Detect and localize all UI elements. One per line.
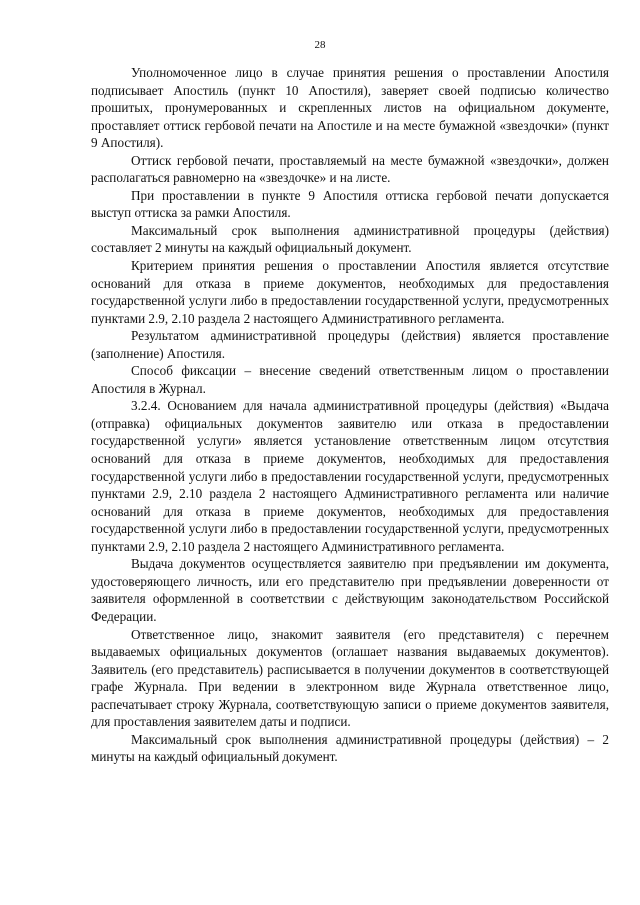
paragraph: Критерием принятия решения о проставлении Апостиля является отсутствие оснований для отказа в приеме документов, необходимых для предоставления государственной услуги либо в предоставлении государственной услуги, предусмотренных пунктами 2.9, 2.10 раздела 2 настоящего Административного регламента. xyxy=(91,258,609,326)
paragraph: Ответственное лицо, знакомит заявителя (его представителя) с перечнем выдаваемых официальных документов (оглашает названия выдаваемых документов). Заявитель (его представитель) расписывается в получении документов в соответствующей графе Журнала. При ведении в электронном виде Журнала ответственное лицо, распечатывает строку Журнала, соответствующую записи о приеме документов заявителя, для проставления заявителем даты и подписи. xyxy=(91,626,609,730)
paragraph: Способ фиксации – внесение сведений ответственным лицом о проставлении Апостиля в Журнал. xyxy=(91,363,609,396)
paragraph: Максимальный срок выполнения административной процедуры (действия) – 2 минуты на каждый официальный документ. xyxy=(91,731,609,765)
document-body xyxy=(91,64,609,766)
paragraph: Оттиск гербовой печати, проставляемый на месте бумажной «звездочки», должен располагаться равномерно на «звездочке» и на листе. xyxy=(91,152,609,186)
paragraph: Максимальный срок выполнения административной процедуры (действия) составляет 2 минуты на каждый официальный документ. xyxy=(91,222,609,256)
paragraph: 3.2.4. Основанием для начала административной процедуры (действия) «Выдача (отправка) официальных документов заявителю или отказа в предоставлении государственной услуги» является установление ответственным лицом отсутствия оснований для отказа в приеме документов, необходимых для предоставления государственной услуги либо в предоставлении государственной услуги, предусмотренных пунктами 2.9, 2.10 раздела 2 настоящего Административного регламента или наличие оснований для отказа в приеме документов, необходимых для предоставления государственной услуги либо в предоставлении государственной услуги, предусмотренных пунктами 2.9, 2.10 раздела 2 настоящего Административного регламента. xyxy=(91,398,609,554)
paragraph: Выдача документов осуществляется заявителю при предъявлении им документа, удостоверяющего личность, или его представителю при предъявлении доверенности от заявителя оформленной в соответствии с действующим законодательством Российской Федерации. xyxy=(91,556,609,624)
paragraph: Уполномоченное лицо в случае принятия решения о проставлении Апостиля подписывает Апостиль (пункт 10 Апостиля), заверяет своей подписью количество прошитых, пронумерованных и скрепленных листов на официальном документе, проставляет оттиск гербовой печати на Апостиле и на месте бумажной «звездочки» (пункт 9 Апостиля). xyxy=(91,65,609,151)
paragraph: При проставлении в пункте 9 Апостиля оттиска гербовой печати допускается выступ оттиска за рамки Апостиля. xyxy=(91,187,609,221)
paragraph: Результатом административной процедуры (действия) является проставление (заполнение) Апостиля. xyxy=(91,328,609,361)
page-number: 28 xyxy=(314,39,326,51)
